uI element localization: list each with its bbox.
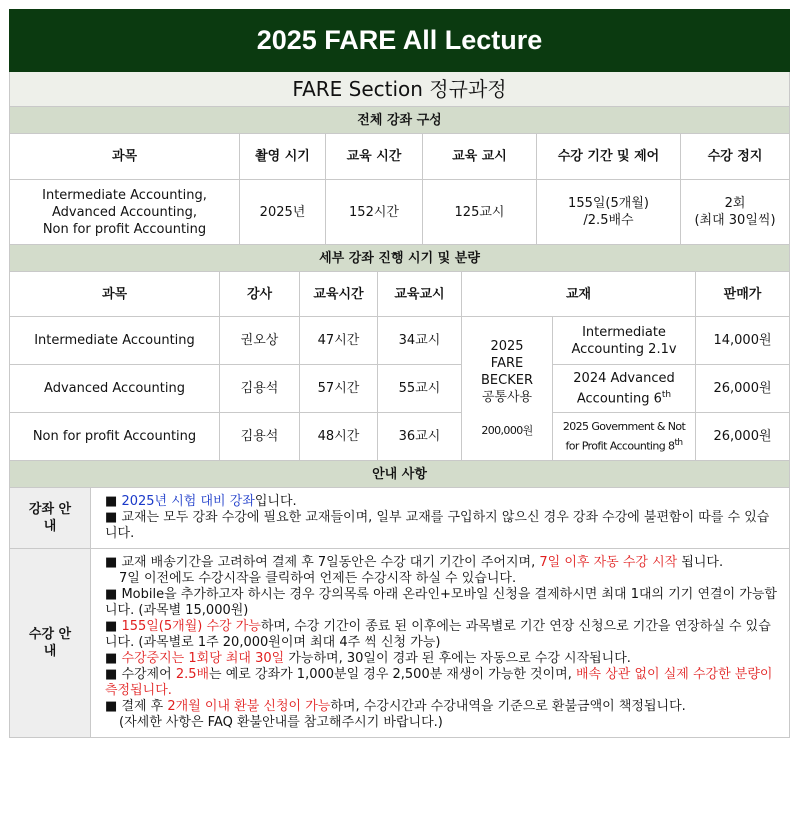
common-textbook-cell [462,317,553,461]
detail-book [553,365,696,413]
detail-header-hours: 교육시간 [300,272,378,317]
detail-sessions: 34교시 [378,317,462,365]
detail-price: 26,000원 [696,413,790,461]
bullet-icon: ■ [105,494,118,509]
notice-text: 교재는 모두 강좌 수강에 필요한 교재들이며, 일부 교재를 구입하지 않으신 경우 강좌 수강에 불편함이 따를 수 있습니다. [105,510,770,541]
detail-table [9,244,790,461]
notice-bullet-item [105,651,777,667]
overview-header-sessions: 교육 교시 [423,134,537,180]
notice-table [9,460,790,738]
study-notice-label-text: 수강 안내 [28,627,72,659]
detail-hours: 47시간 [300,317,378,365]
table-row [10,413,790,461]
bullet-icon: ■ [105,555,118,570]
overview-header-hours: 교육 시간 [326,134,423,180]
detail-book-line-wrap [553,435,695,455]
notice-section-title: 안내 사항 [10,461,790,488]
detail-book-sup: th [661,389,672,400]
overview-period-line: 155일(5개월) [568,196,649,211]
notice-text: 하며, 수강 기간이 종료 된 이후에는 과목별로 기간 연장 신청으로 기간을 연장하실 수 있습니다. (과목별로 1주 20,000원이며 최대 4주 씩 신청 가능) [105,619,771,650]
overview-pause [681,180,790,245]
detail-hours: 48시간 [300,413,378,461]
detail-header-textbook: 교재 [462,272,696,317]
overview-subject-line: Intermediate Accounting, [42,187,207,203]
detail-instructor: 김용석 [220,365,300,413]
notice-text: Mobile을 추가하고자 하시는 경우 강의목록 아래 온라인+모바일 신청을 결제하시면 최대 1대의 기기 연결이 가능합니다. (과목별 15,000원) [105,587,777,618]
overview-year: 2025년 [240,180,326,245]
notice-highlight: 수강중지는 1회당 최대 30일 [121,651,285,666]
detail-book [553,317,696,365]
notice-text: 하며, 수강시간과 수강내역을 기준으로 환불금액이 책정됩니다. [330,699,686,714]
common-textbook-price: 200,000원 [481,424,533,437]
detail-book-line: 2024 Advanced [573,370,675,386]
detail-instructor: 김용석 [220,413,300,461]
common-textbook-line: BECKER [481,373,533,388]
notice-bullet-item [105,494,777,510]
detail-book [553,413,696,461]
detail-sessions: 55교시 [378,365,462,413]
detail-subject: Non for profit Accounting [10,413,220,461]
notice-highlight: 배속 상관 없이 실제 수강한 분량이 측정됩니다. [105,667,773,698]
notice-highlight: 2.5배 [175,667,210,682]
detail-subject: Intermediate Accounting [10,317,220,365]
overview-subject-cell [10,180,240,245]
bullet-icon: ■ [105,699,118,714]
detail-book-line: for Profit Accounting 8 [565,439,675,453]
bullet-icon: ■ [105,667,118,682]
overview-pause-line: (최대 30일씩) [694,213,776,228]
detail-instructor: 권오상 [220,317,300,365]
detail-section-title: 세부 강좌 진행 시기 및 분량 [10,245,790,272]
detail-book-line-wrap [553,387,695,407]
detail-price: 26,000원 [696,365,790,413]
notice-bullet-item [105,667,777,699]
detail-subject: Advanced Accounting [10,365,220,413]
table-row [10,365,790,413]
notice-text: 는 예로 강좌가 1,000분일 경우 2,500분 재생이 가능한 것이며, [209,667,576,682]
overview-table [9,9,790,245]
page-title: 2025 FARE All Lecture [10,10,790,72]
detail-sessions: 36교시 [378,413,462,461]
notice-highlight: 7일 이후 자동 수강 시작 [539,555,678,570]
detail-header-sessions: 교육교시 [378,272,462,317]
lecture-info-sheet [9,9,789,738]
notice-bullet-item [105,699,777,715]
overview-subject-line: Advanced Accounting, [51,204,198,220]
lecture-notice-label [10,488,91,549]
bullet-icon: ■ [105,510,118,525]
detail-book-sup: th [674,438,683,449]
detail-header-subject: 과목 [10,272,220,317]
common-textbook-line: FARE [490,356,524,371]
notice-text: 입니다. [254,494,297,509]
overview-header-subject: 과목 [10,134,240,180]
overview-header-period: 수강 기간 및 제어 [537,134,681,180]
notice-text: 됩니다. [677,555,724,570]
notice-highlight: 2개월 이내 환불 신청이 가능 [167,699,331,714]
detail-book-line: Accounting 2.1v [571,341,677,357]
study-notice-body [91,549,790,738]
notice-bullet-item [105,587,777,619]
detail-price: 14,000원 [696,317,790,365]
notice-bullet-item [105,510,777,542]
overview-period-line: /2.5배수 [583,213,634,228]
detail-header-price: 판매가 [696,272,790,317]
notice-text: 수강제어 [121,667,176,682]
notice-text: 가능하며, 30일이 경과 된 후에는 자동으로 수강 시작됩니다. [284,651,631,666]
bullet-icon: ■ [105,619,118,634]
common-textbook-line: 2025 [490,339,524,354]
overview-header-pause: 수강 정지 [681,134,790,180]
detail-book-line: 2025 Government & Not [562,420,686,434]
overview-hours: 152시간 [326,180,423,245]
notice-subtext: 7일 이전에도 수강시작을 클릭하여 언제든 수강시작 하실 수 있습니다. [119,571,517,586]
overview-section-title: 전체 강좌 구성 [10,107,790,134]
overview-sessions: 125교시 [423,180,537,245]
bullet-icon: ■ [105,651,118,666]
page-subtitle: FARE Section 정규과정 [10,72,790,107]
detail-book-line: Intermediate [582,324,666,340]
bullet-icon: ■ [105,587,118,602]
notice-text: 교재 배송기간을 고려하여 결제 후 7일동안은 수강 대기 기간이 주어지며, [121,555,540,570]
detail-hours: 57시간 [300,365,378,413]
table-row [10,317,790,365]
overview-pause-line: 2회 [724,196,746,211]
study-notice-label [10,549,91,738]
overview-header-filming: 촬영 시기 [240,134,326,180]
notice-text: 결제 후 [121,699,168,714]
overview-period [537,180,681,245]
lecture-notice-body [91,488,790,549]
overview-subject-line: Non for profit Accounting [42,221,207,237]
notice-bullet-item [105,555,777,571]
detail-header-instructor: 강사 [220,272,300,317]
notice-highlight: 155일(5개월) 수강 가능 [121,619,261,634]
detail-book-line: Accounting 6 [576,391,662,407]
common-textbook-line: 공통사용 [481,390,533,405]
notice-bullet-item [105,619,777,651]
notice-subtext: (자세한 사항은 FAQ 환불안내를 참고해주시기 바랍니다.) [119,715,443,730]
lecture-notice-label-text: 강좌 안내 [28,502,72,534]
notice-highlight: 2025년 시험 대비 강좌 [121,494,255,509]
